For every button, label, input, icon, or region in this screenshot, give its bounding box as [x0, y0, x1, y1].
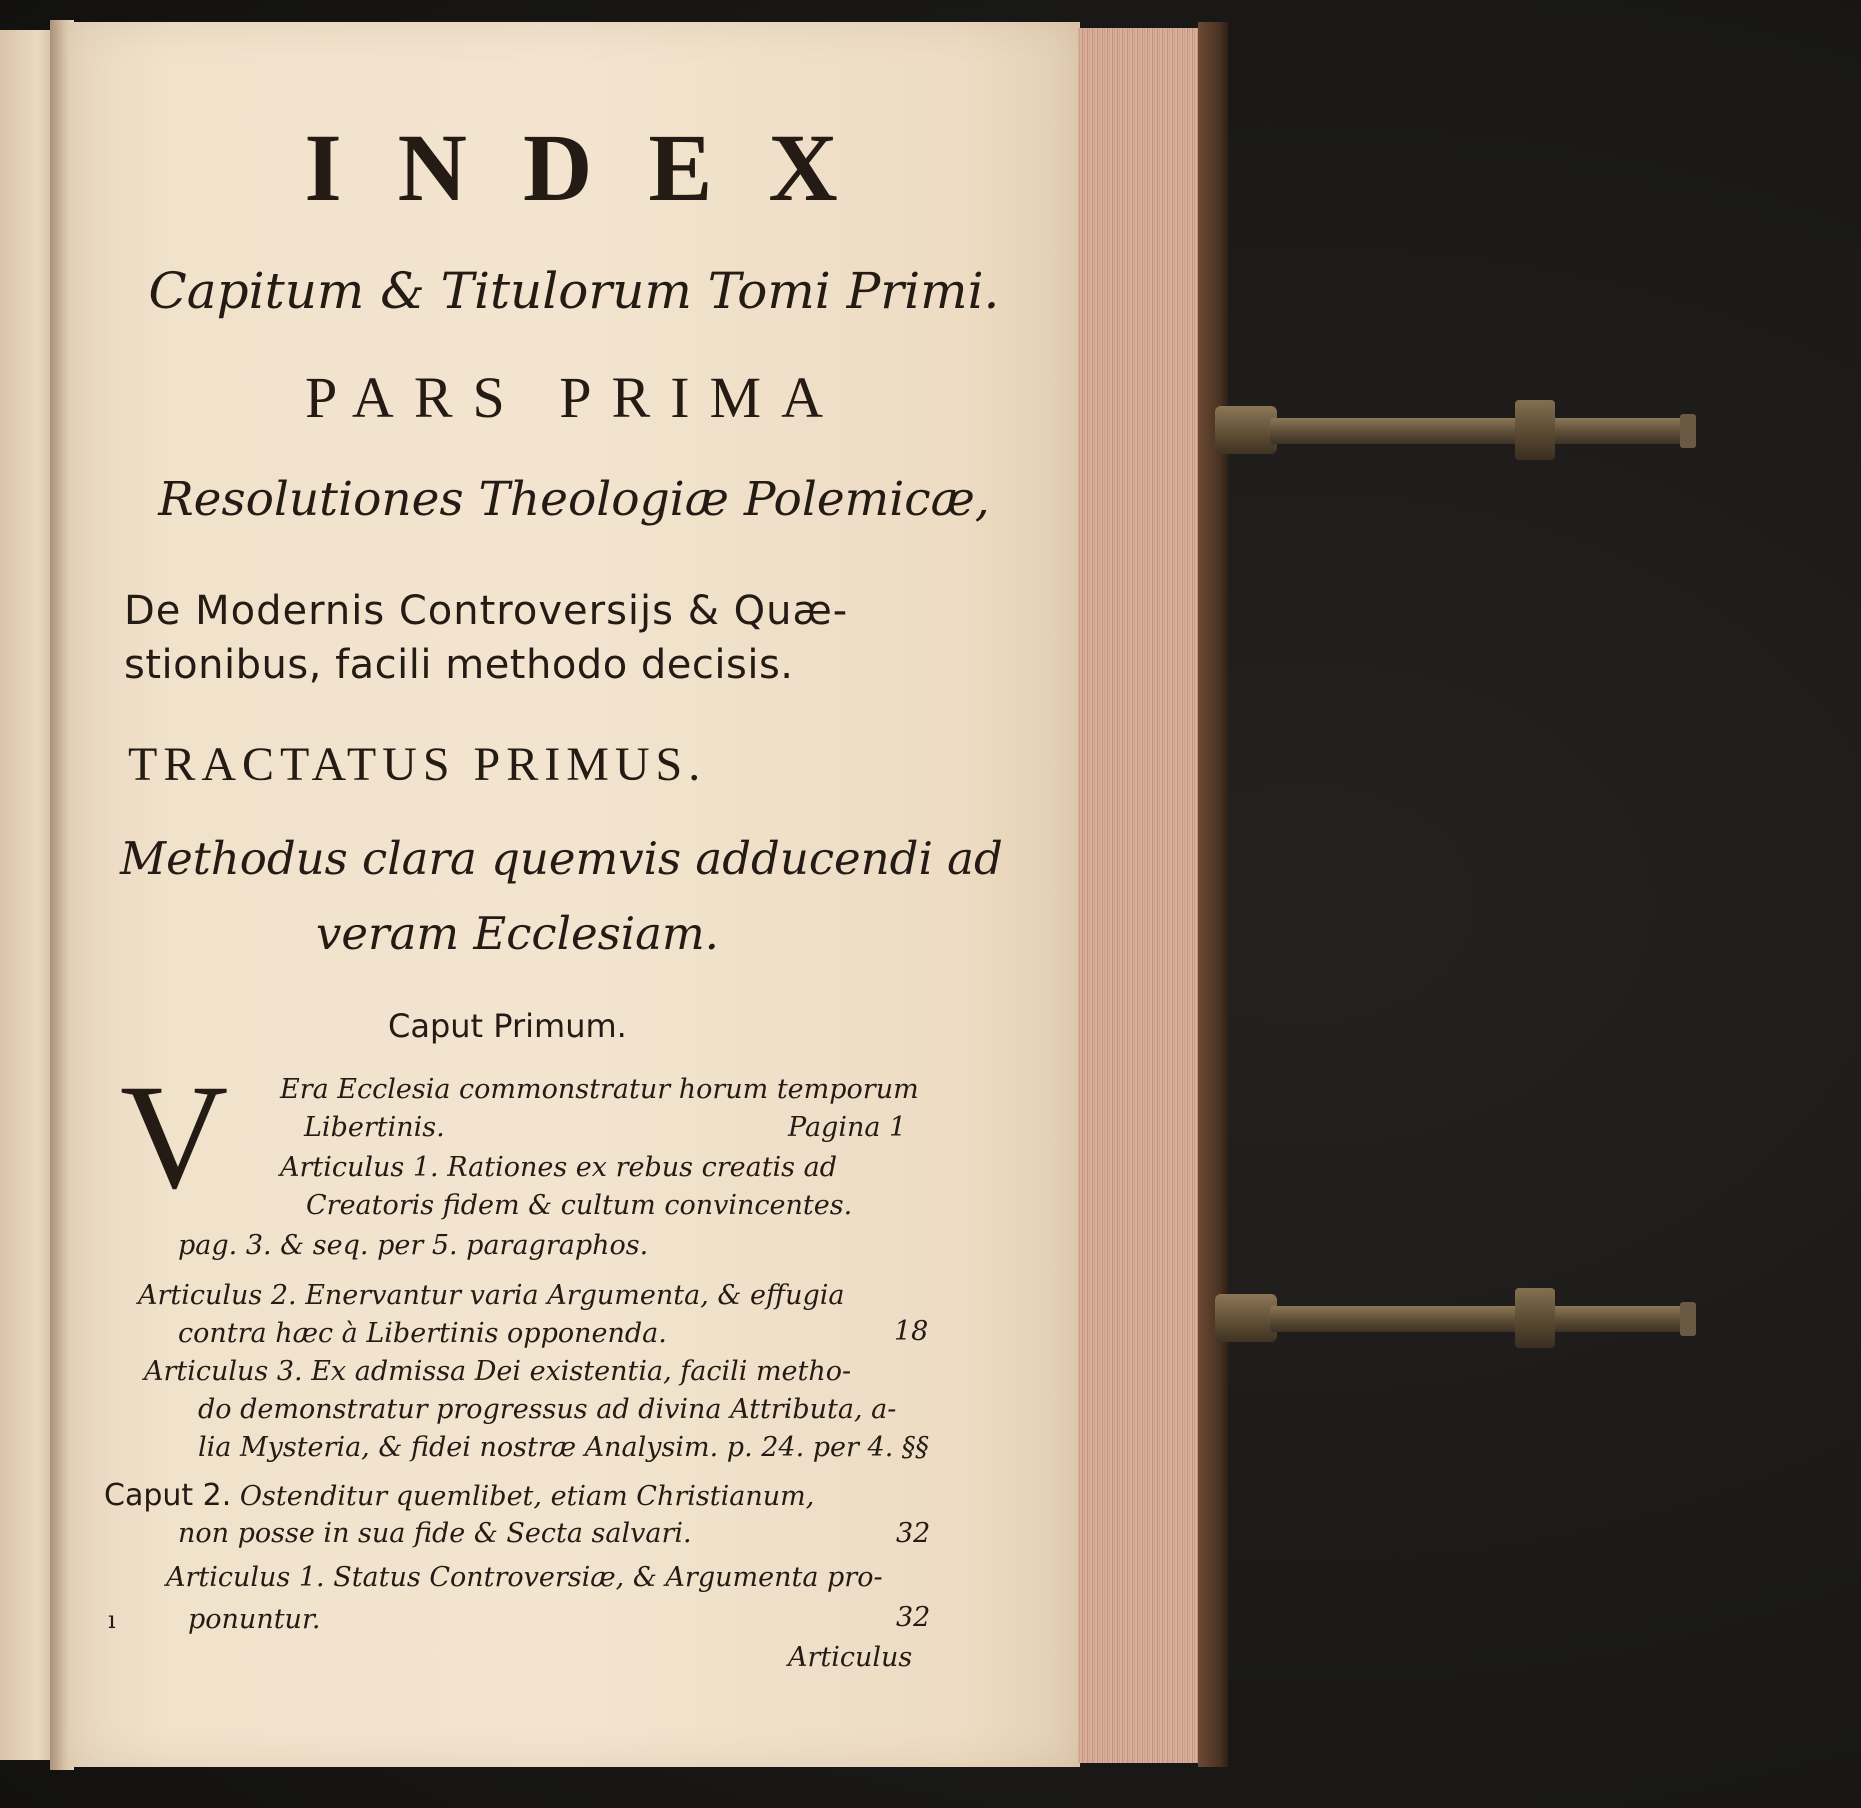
clasp-tip: [1680, 1302, 1696, 1336]
index-entry-line: Articulus 2. Enervantur varia Argumenta, & effugia: [138, 1280, 845, 1311]
upper-clasp: [1215, 400, 1705, 460]
methodus-line-2: veram Ecclesiam.: [316, 907, 719, 960]
index-entry-line: Creatoris fidem & cultum convincentes.: [306, 1190, 853, 1221]
clasp-crosspiece: [1515, 1288, 1555, 1348]
clasp-bar: [1270, 1306, 1690, 1332]
index-entry-page: 32: [896, 1602, 931, 1633]
pars-heading: PARS PRIMA: [305, 365, 843, 430]
index-entry-page: 32: [896, 1518, 931, 1549]
clasp-tip: [1680, 414, 1696, 448]
index-entry-line: non posse in sua fide & Secta salvari.: [178, 1518, 692, 1549]
book-cover-edge: [1198, 22, 1228, 1767]
index-entry-line: pag. 3. & seq. per 5. paragraphos.: [178, 1230, 649, 1261]
caput-2-entry: [104, 1478, 814, 1513]
caput-primum-heading: Caput Primum.: [388, 1007, 627, 1045]
de-modernis-line-2: stionibus, facili methodo decisis.: [124, 642, 794, 688]
index-entry-line: do demonstratur progressus ad divina Attributa, a-: [198, 1394, 897, 1425]
clasp-crosspiece: [1515, 400, 1555, 460]
index-entry-line: lia Mysteria, & fidei nostræ Analysim. p. 24. per 4. §§: [198, 1432, 929, 1463]
tractatus-heading: TRACTATUS PRIMUS.: [128, 738, 707, 791]
lower-clasp: [1215, 1288, 1705, 1348]
index-entry-line: ponuntur.: [188, 1604, 321, 1635]
resolutiones-heading: Resolutiones Theologiæ Polemicæ,: [158, 472, 990, 527]
caput-2-text: Ostenditur quemlibet, etiam Christianum,: [239, 1481, 815, 1512]
index-entry-line: Era Ecclesia commonstratur horum temporum: [280, 1074, 919, 1105]
index-entry-line: Articulus 3. Ex admissa Dei existentia, facili metho-: [144, 1356, 852, 1387]
drop-cap-initial: V: [120, 1054, 229, 1220]
index-entry-page: Pagina 1: [788, 1112, 907, 1143]
index-subtitle: Capitum & Titulorum Tomi Primi.: [148, 262, 1000, 320]
index-page: [68, 22, 1080, 1767]
de-modernis-line-1: De Modernis Controversijs & Quæ-: [124, 588, 849, 634]
caput-2-label: Caput 2.: [104, 1478, 232, 1513]
index-entry-line: contra hæc à Libertinis opponenda.: [178, 1318, 667, 1349]
fore-edge: [1078, 28, 1202, 1763]
clasp-hinge: [1215, 406, 1277, 454]
margin-mark: ı: [108, 1606, 116, 1634]
index-title: INDEX: [304, 114, 894, 221]
methodus-line-1: Methodus clara quemvis adducendi ad: [120, 832, 1003, 885]
index-entry-page: 18: [894, 1316, 929, 1347]
clasp-bar: [1270, 418, 1690, 444]
index-entry-line: Libertinis.: [304, 1112, 445, 1143]
index-entry-line: Articulus 1. Status Controversiæ, & Argumenta pro-: [166, 1562, 883, 1593]
clasp-hinge: [1215, 1294, 1277, 1342]
index-entry-line: Articulus 1. Rationes ex rebus creatis ad: [280, 1152, 837, 1183]
catchword: Articulus: [788, 1642, 913, 1673]
